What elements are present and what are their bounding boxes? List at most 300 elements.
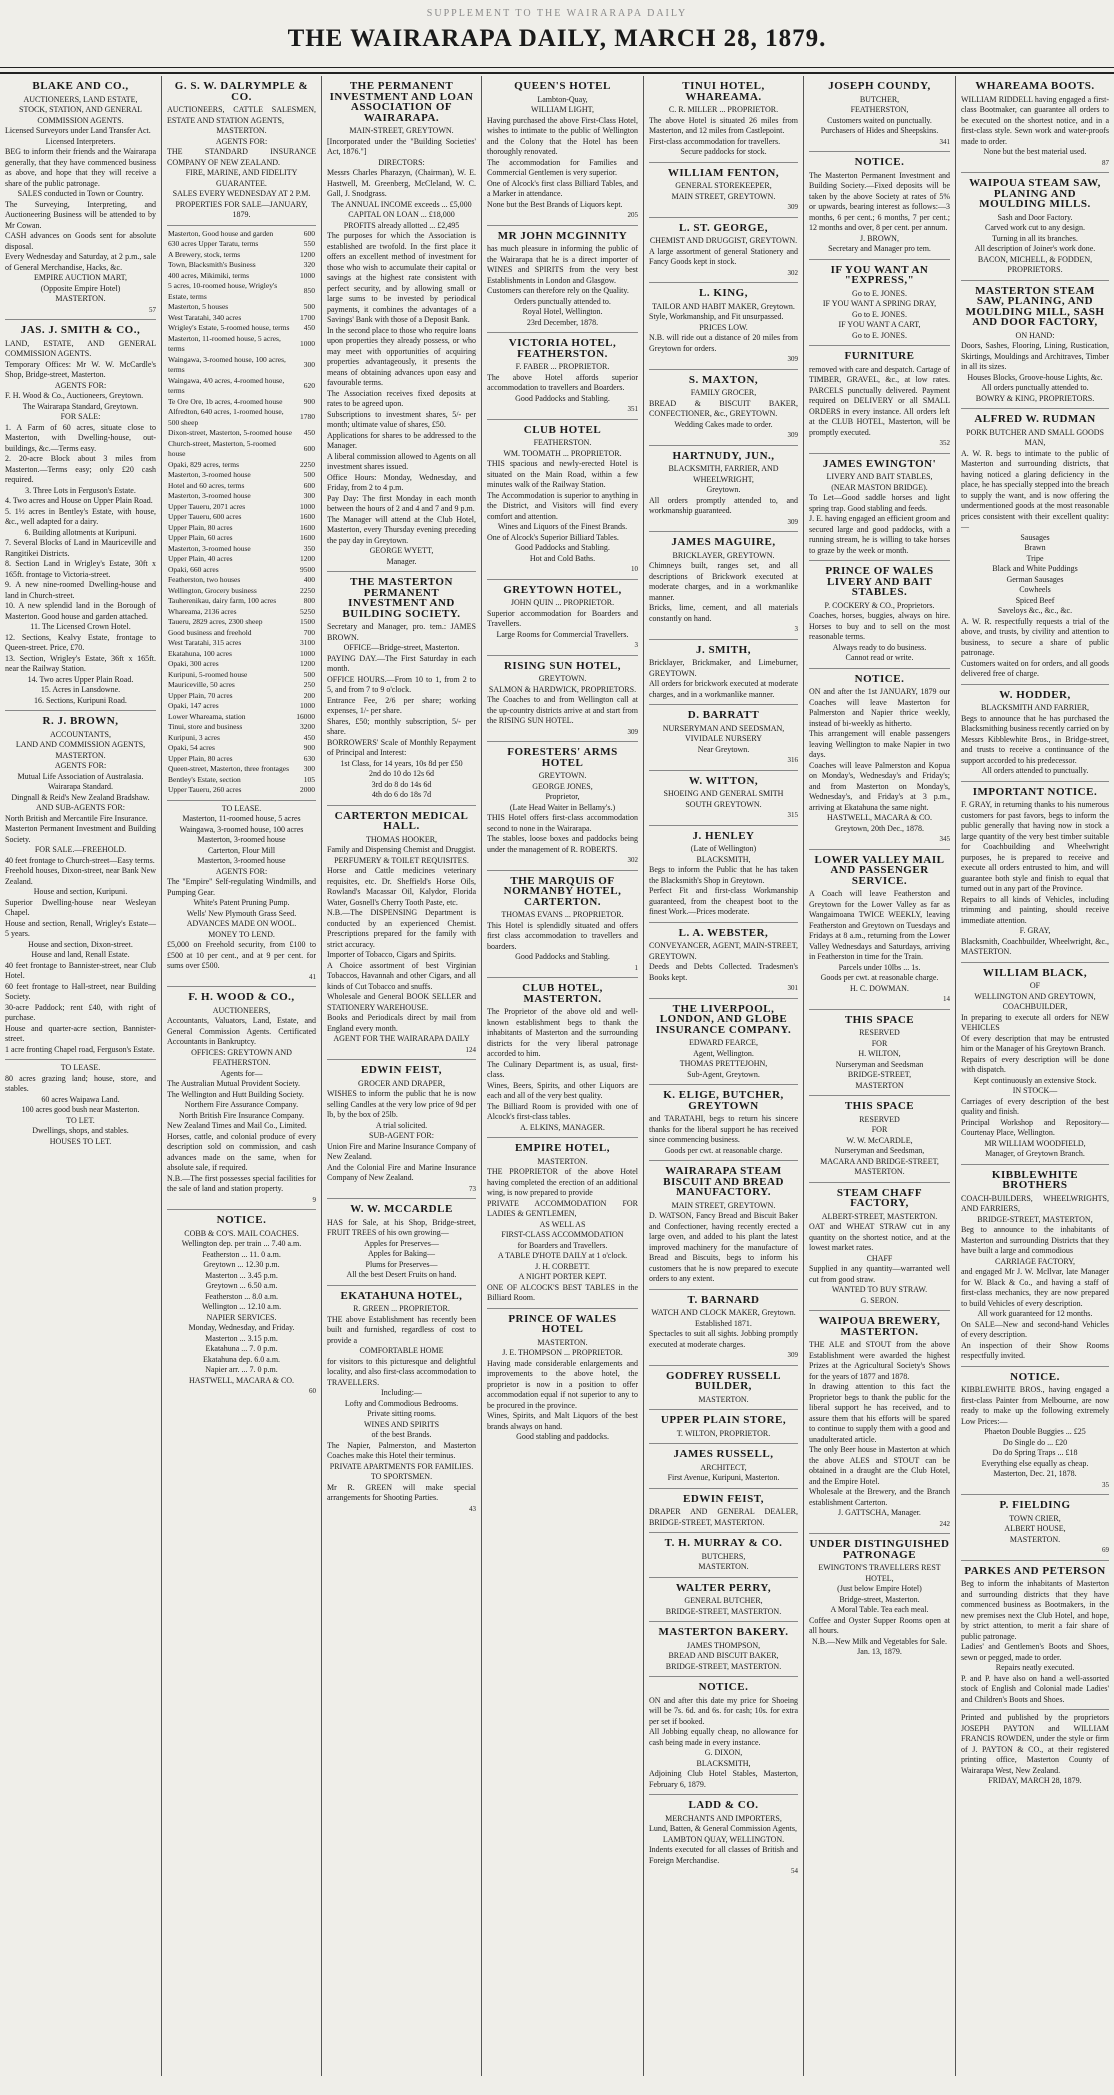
ad-text-line: ACCOUNTANTS, bbox=[50, 729, 111, 739]
ad-heading: MR JOHN MCGINNITY bbox=[497, 229, 628, 242]
ad-reference-number: 242 bbox=[939, 1519, 950, 1528]
property-price: 620 bbox=[303, 380, 315, 390]
ad-text-line: NURSERYMAN AND SEEDSMAN, bbox=[662, 723, 785, 733]
advertisement bbox=[649, 1410, 798, 1444]
ad-heading: CARTERTON MEDICAL HALL. bbox=[334, 809, 469, 832]
ad-text-line: Do Single do ... £20 bbox=[1002, 1437, 1068, 1447]
ad-text-line: Sausages bbox=[1020, 532, 1050, 542]
ad-text-line: Customers can therefore rely on the Quality. bbox=[487, 286, 629, 295]
ad-text-line: GENERAL STOREKEEPER, bbox=[675, 181, 772, 190]
ad-text-line: W. W. McCARDLE, bbox=[846, 1135, 913, 1145]
ad-text-line: AND SUB-AGENTS FOR: bbox=[36, 803, 125, 812]
property-row bbox=[167, 313, 316, 324]
ad-text-line: In preparing to execute all orders for NEW VEHICLES bbox=[961, 1012, 1109, 1032]
property-price: 550 bbox=[303, 239, 315, 248]
masthead-rule bbox=[0, 67, 1114, 68]
ad-text-line: Perfect Fit and first-class Workmanship guaranteed, from the cheapest boot to the finest Work.—Prices moderate. bbox=[649, 886, 798, 916]
advertisement bbox=[649, 705, 798, 771]
ad-text-line: 2. 20-acre Block about 3 miles from Masterton.—Terms easy; only £20 cash required. bbox=[5, 454, 156, 484]
ad-text-line: STOCK, STATION, AND GENERAL bbox=[19, 105, 142, 114]
property-row bbox=[167, 376, 316, 397]
ad-text-line: Masterton ... 3.15 p.m. bbox=[205, 1333, 278, 1343]
ad-text-line: BOWRY & KING, PROPRIETORS. bbox=[975, 393, 1095, 403]
property-price: 9500 bbox=[300, 564, 315, 574]
ad-reference-number: 351 bbox=[627, 405, 638, 413]
advertisement bbox=[487, 420, 638, 580]
ad-text-line: Superior Dwelling-house near Wesleyan Chapel. bbox=[5, 897, 156, 917]
advertisement bbox=[167, 801, 316, 988]
ad-heading: EDWIN FEIST, bbox=[683, 1492, 764, 1505]
ad-text-line: THE ALE and STOUT from the above Establishment were awarded the highest Prizes at the Agricultural Society's Shows for the years of 1877 and 1878. bbox=[809, 1340, 950, 1381]
ad-text-line: FOR bbox=[871, 1038, 888, 1048]
property-row bbox=[167, 260, 316, 271]
ad-text-line: GEORGE WYETT, bbox=[369, 546, 434, 555]
property-description: Whareama, 2136 acres bbox=[168, 606, 237, 616]
ad-text-line: COMMISSION AGENTS. bbox=[37, 115, 124, 125]
ad-text-line: (NEAR MASTON BRIDGE). bbox=[831, 482, 928, 492]
column-7 bbox=[956, 76, 1114, 2076]
ad-text-line: BLACKSMITH, bbox=[696, 854, 751, 864]
advertisement bbox=[961, 782, 1109, 963]
property-description: Opaki, 54 acres bbox=[168, 743, 215, 752]
ad-text-line: SALMON & HARDWICK, PROPRIETORS. bbox=[488, 684, 637, 694]
ad-text-line: TO LEASE. bbox=[221, 803, 262, 813]
ad-text-line: IF YOU WANT A CART, bbox=[838, 320, 921, 329]
ad-text-line: 11. The Licensed Crown Hotel. bbox=[30, 622, 131, 631]
advertisement bbox=[487, 656, 638, 743]
property-description: West Taratahi, 340 acres bbox=[168, 312, 242, 322]
ad-text-line: FOR bbox=[871, 1125, 888, 1134]
ad-text-line: Goods per cwt. at reasonable charge. bbox=[664, 1145, 783, 1155]
property-description: Taueru, 2829 acres, 2300 sheep bbox=[168, 617, 263, 626]
ad-text-line: Sash and Door Factory. bbox=[997, 212, 1073, 222]
property-description: Masterton, 3-roomed house bbox=[168, 470, 251, 479]
ad-text-line: BORROWERS' Scale of Monthly Repayment of Principal and Interest: bbox=[327, 737, 476, 757]
advertisement bbox=[327, 806, 476, 1061]
ad-text-line: In the second place to those who require loans upon properties they already possess, or who may meet with opportunities of acquiring properties advantageously, it presents the means of obtaining advances upon easy and favourable terms. bbox=[327, 325, 476, 387]
property-row bbox=[167, 775, 316, 786]
ad-reference-number: 10 bbox=[631, 565, 638, 573]
ad-text-line: A NIGHT PORTER KEPT. bbox=[518, 1272, 607, 1281]
ad-text-line: H. WILTON, bbox=[858, 1049, 901, 1058]
ad-heading: BLAKE AND CO., bbox=[32, 80, 129, 92]
ad-text-line: House and quarter-acre section, Bannister-street. bbox=[5, 1023, 156, 1043]
ad-reference-number: 60 bbox=[309, 1387, 316, 1395]
advertisement bbox=[961, 1710, 1109, 1791]
ad-text-line: ALBERT-STREET, MASTERTON. bbox=[821, 1211, 938, 1221]
ad-text-line: BRIDGE-STREET, bbox=[847, 1070, 912, 1079]
advertisement bbox=[649, 1489, 798, 1534]
ad-text-line: Repairs of every description will be done with dispatch. bbox=[961, 1054, 1109, 1074]
ad-text-line: Nurseryman and Seedsman bbox=[835, 1059, 924, 1069]
property-description: Ekatahuna, 100 acres bbox=[168, 648, 232, 658]
ad-text-line: Adjoining Club Hotel Stables, Masterton, February 6, 1879. bbox=[649, 1769, 798, 1789]
property-row bbox=[167, 628, 316, 639]
ad-text-line: CARRIAGE FACTORY, bbox=[994, 1256, 1076, 1266]
ad-text-line: Entrance Fee, 2/6 per share; working expenses, 1/- per share. bbox=[327, 695, 476, 715]
ad-heading: TINUI HOTEL, WHAREAMA. bbox=[682, 80, 765, 103]
ad-text-line: Always ready to do business. bbox=[832, 642, 927, 652]
property-row bbox=[167, 596, 316, 607]
ad-text-line: GREYTOWN. bbox=[538, 771, 587, 780]
ad-reference-number: 301 bbox=[787, 984, 798, 992]
property-price: 2250 bbox=[300, 459, 315, 469]
property-row bbox=[167, 428, 316, 439]
ad-text-line: Good stabling and paddocks. bbox=[516, 1432, 609, 1441]
advertisement bbox=[5, 711, 156, 1060]
advertisement bbox=[649, 218, 798, 284]
property-description: 5 acres, 10-roomed house, Wrigley's Estate, terms bbox=[168, 281, 278, 301]
ad-text-line: Books and Periodicals direct by mail from England every month. bbox=[327, 1013, 476, 1033]
property-description: Kuripuni, 5-roomed house bbox=[168, 669, 248, 679]
ad-text-line: Secretary and Manager pro tem. bbox=[828, 244, 931, 253]
ad-text-line: (Late of Wellington) bbox=[690, 844, 757, 853]
ad-text-line: 14. Two acres Upper Plain Road. bbox=[27, 674, 134, 684]
ad-text-line: Greytown ... 12.30 p.m. bbox=[203, 1260, 280, 1269]
property-description: Wrigley's Estate, 5-roomed house, terms bbox=[168, 323, 290, 332]
ad-text-line: Cowheels bbox=[1019, 585, 1051, 594]
ad-text-line: H. C. DOWMAN. bbox=[850, 983, 909, 993]
ad-text-line: Mutual Life Association of Australasia. bbox=[17, 771, 144, 781]
ad-heading: VICTORIA HOTEL, FEATHERSTON. bbox=[508, 337, 617, 360]
ad-heading: S. MAXTON, bbox=[688, 373, 759, 386]
advertisement bbox=[809, 260, 950, 347]
ad-text-line: NAPIER SERVICES. bbox=[206, 1312, 277, 1322]
ad-text-line: RESERVED bbox=[859, 1114, 900, 1124]
ad-text-line: GROCER AND DRAPER, bbox=[358, 1078, 445, 1088]
ad-text-line: CONVEYANCER, AGENT, MAIN-STREET, GREYTOWN. bbox=[649, 941, 798, 961]
ad-text-line: MASTERTON. bbox=[216, 126, 267, 135]
ad-text-line: Ekatahuna dep. 6.0 a.m. bbox=[202, 1354, 281, 1364]
ad-heading: EDWIN FEIST, bbox=[361, 1064, 442, 1076]
ad-reference-number: 309 bbox=[787, 517, 798, 526]
ad-heading: THIS SPACE bbox=[844, 1013, 915, 1026]
ad-text-line: MR WILLIAM WOODFIELD, bbox=[984, 1138, 1086, 1148]
ad-heading: MASTERTON BAKERY. bbox=[658, 1626, 789, 1638]
property-price: 600 bbox=[303, 443, 315, 453]
ad-text-line: Bridge-street, Masterton. bbox=[839, 1594, 920, 1604]
ad-text-line: The Masterton Permanent Investment and Building Society.—Fixed deposits will be taken by the above Society at rates of 5% or upwards, bearing interest as follows:—3 months, 6 per cent.; 6 months, 7 per cent.; 12 months and over, 8 per cent. per annum. bbox=[809, 170, 950, 232]
ad-reference-number: 315 bbox=[787, 811, 798, 819]
ad-text-line: BREAD AND BISCUIT BAKER, bbox=[668, 1651, 779, 1660]
ad-text-line: Carved work cut to any design. bbox=[985, 223, 1085, 232]
advertisement bbox=[961, 173, 1109, 281]
ad-text-line: Office Hours: Monday, Wednesday, and Friday, from 2 to 4 p.m. bbox=[327, 472, 476, 492]
ad-text-line: F. H. Wood & Co., Auctioneers, Greytown. bbox=[5, 391, 144, 400]
ad-text-line: First-class accommodation for travellers. bbox=[649, 136, 781, 146]
ad-heading: JAMES EWINGTON' bbox=[822, 457, 937, 470]
property-row bbox=[167, 502, 316, 513]
ad-text-line: G. SERON. bbox=[860, 1295, 899, 1305]
ad-heading: THIS SPACE bbox=[844, 1100, 915, 1112]
ad-text-line: Having made considerable enlargements and improvements to the above hotel, the proprietor is now in a position to offer accommodation equal if not superior to any to be procured in the province. bbox=[487, 1358, 638, 1410]
ad-text-line: F. FABER ... PROPRIETOR. bbox=[515, 362, 610, 371]
ad-text-line: Masterton, 3-roomed house bbox=[197, 835, 286, 844]
ad-text-line: Private sitting rooms. bbox=[367, 1409, 436, 1418]
ad-text-line: House and section, Kuripuni. bbox=[33, 887, 128, 896]
property-description: Te Ore Ore, 1b acres, 4-roomed house bbox=[168, 396, 283, 406]
property-row bbox=[167, 512, 316, 523]
ad-reference-number: 316 bbox=[787, 756, 798, 764]
ad-text-line: BRIDGE-STREET, MASTERTON, bbox=[977, 1214, 1093, 1224]
ad-text-line: Brawn bbox=[1024, 543, 1046, 552]
ad-heading: JOSEPH COUNDY, bbox=[828, 80, 931, 92]
ad-text-line: Every Wednesday and Saturday, at 2 p.m., sale of General Merchandise, Hacks, &c. bbox=[5, 252, 156, 272]
ad-text-line: Coaches will leave Palmerston and Kopua on Monday's, Wednesday's and Friday's; and from Masterton on Monday's, Wednesday's, and Friday's at 3 p.m., arriving at Ekatahuna the same night. bbox=[809, 760, 950, 812]
property-description: Lower Whareama, station bbox=[168, 711, 246, 721]
property-row bbox=[167, 397, 316, 408]
ad-text-line: A large assortment of general Stationery and Fancy Goods kept in stock. bbox=[649, 246, 798, 266]
ad-reference-number: 41 bbox=[309, 972, 316, 981]
ad-text-line: Including:— bbox=[381, 1388, 422, 1397]
ad-text-line: This arrangement will enable passengers leaving Wellington to make Napier in two days. bbox=[809, 729, 950, 759]
ad-heading: W. W. MCCARDLE bbox=[350, 1203, 453, 1215]
ad-text-line: AGENTS FOR: bbox=[215, 136, 268, 146]
property-description: Upper Plain, 80 acres bbox=[168, 522, 233, 532]
property-description: Opaki, 147 acres bbox=[168, 701, 219, 710]
ad-reference-number: 9 bbox=[312, 1195, 316, 1204]
ad-text-line: Manager. bbox=[386, 556, 417, 566]
advertisement bbox=[649, 1622, 798, 1677]
ad-text-line: FRIDAY, MARCH 28, 1879. bbox=[988, 1776, 1082, 1785]
ad-heading: HARTNUDY, JUN., bbox=[672, 449, 775, 462]
ad-text-line: MACARA AND BRIDGE-STREET, bbox=[820, 1156, 939, 1166]
ad-text-line: Shares, £50; monthly subscription, 5/- per share. bbox=[327, 716, 476, 736]
property-row bbox=[167, 701, 316, 712]
ad-text-line: Plums for Preserves— bbox=[365, 1259, 438, 1269]
property-row bbox=[167, 460, 316, 471]
ad-text-line: COMFORTABLE HOME bbox=[359, 1346, 444, 1355]
ad-text-line: THE STANDARD INSURANCE COMPANY OF NEW ZEALAND. bbox=[167, 147, 316, 167]
ad-text-line: FOR SALE.—FREEHOLD. bbox=[34, 845, 127, 854]
ad-text-line: Masterton ... 3.45 p.m. bbox=[205, 1270, 278, 1280]
advertisement bbox=[649, 1290, 798, 1366]
ad-text-line: P. COCKERY & CO., Proprietors. bbox=[824, 600, 935, 610]
ad-text-line: LIVERY AND BAIT STABLES, bbox=[826, 472, 933, 481]
ad-text-line: ADVANCES MADE ON WOOL. bbox=[186, 919, 297, 928]
ad-text-line: 6. Building allotments at Kuripuni. bbox=[24, 527, 137, 537]
ad-text-line: Principal Workshop and Repository— Courtenay Place, Wellington. bbox=[961, 1117, 1109, 1137]
ad-text-line: FEATHERSTON. bbox=[533, 438, 592, 447]
advertisement bbox=[327, 1286, 476, 1519]
property-description: Hotel and 60 acres, terms bbox=[168, 480, 245, 490]
ad-text-line: This Hotel is splendidly situated and offers first class accommodation to travellers and boarders. bbox=[487, 920, 638, 951]
ad-text-line: Wedding Cakes made to order. bbox=[674, 419, 773, 429]
column-6 bbox=[804, 76, 956, 2076]
ad-text-line: and engaged Mr J. W. McIlvar, late Manager for W. Black & Co., and having a staff of first-class mechanics, they are now prepared to build Vehicles of every description. bbox=[961, 1267, 1109, 1308]
property-description: Masterton, 5 houses bbox=[168, 302, 229, 311]
ad-heading: WILLIAM FENTON, bbox=[667, 166, 780, 179]
advertisement bbox=[649, 771, 798, 826]
property-description: Good business and freehold bbox=[168, 627, 252, 637]
ad-text-line: MERCHANTS AND IMPORTERS, bbox=[665, 1813, 782, 1823]
ad-text-line: Napier arr. ... 7. 0 p.m. bbox=[205, 1365, 278, 1374]
ad-text-line: 8. Section Land in Wrigley's Estate, 30ft x 165ft. frontage to Victoria-street. bbox=[5, 559, 156, 579]
ad-text-line: 60 feet frontage to Hall-street, near Building Society. bbox=[5, 981, 156, 1001]
masthead bbox=[0, 6, 1114, 74]
ad-text-line: Hot and Cold Baths. bbox=[529, 553, 596, 563]
ad-text-line: Agents for— bbox=[220, 1068, 263, 1078]
ad-heading: STEAM CHAFF FACTORY, bbox=[836, 1186, 923, 1209]
ad-reference-number: 87 bbox=[1102, 158, 1109, 167]
ad-text-line: Masterton Permanent Investment and Building Society. bbox=[5, 824, 156, 844]
ad-text-line: EWINGTON'S TRAVELLERS REST HOTEL, bbox=[818, 1563, 941, 1583]
ad-heading: F. H. WOOD & CO., bbox=[188, 991, 295, 1003]
ad-heading: THE LIVERPOOL, LONDON, AND GLOBE INSURANCE COMPANY. bbox=[655, 1002, 792, 1036]
ad-text-line: ARCHITECT, bbox=[700, 1462, 747, 1472]
ad-text-line: EMPIRE AUCTION MART, bbox=[34, 273, 127, 282]
ad-text-line: Jan. 13, 1879. bbox=[857, 1647, 902, 1656]
ad-text-line: BRIDGE-STREET, MASTERTON. bbox=[665, 1606, 782, 1616]
property-price: 1000 bbox=[300, 270, 315, 280]
property-description: Opaki, 660 acres bbox=[168, 564, 219, 574]
ad-text-line: A liberal commission allowed to Agents on all investment shares issued. bbox=[327, 451, 476, 471]
property-row bbox=[167, 785, 316, 796]
ad-text-line: [Incorporated under the "Building Societies' Act, 1876."] bbox=[327, 136, 476, 156]
ad-text-line: Large Rooms for Commercial Travellers. bbox=[496, 629, 629, 639]
ad-reference-number: 43 bbox=[469, 1504, 476, 1513]
ad-text-line: Spiced Beef bbox=[1015, 595, 1055, 605]
ad-heading: ALFRED W. RUDMAN bbox=[974, 413, 1096, 425]
ad-text-line: 7. Several Blocks of Land in Mauriceville and Rangitikei Districts. bbox=[5, 538, 156, 558]
property-price: 300 bbox=[303, 359, 315, 369]
property-price: 5250 bbox=[300, 606, 315, 616]
ad-text-line: AUCTIONEERS, LAND ESTATE, bbox=[23, 94, 138, 104]
ad-text-line: Having purchased the above First-Class Hotel, wishes to intimate to the public of Wellington and the Colony that the Hotel has been thoroughly renovated. bbox=[487, 115, 638, 156]
property-price: 2250 bbox=[300, 585, 315, 595]
advertisement bbox=[649, 826, 798, 923]
ad-heading: THE MASTERTON PERMANENT INVESTMENT AND BUILDING SOCIETY. bbox=[342, 576, 461, 620]
ad-text-line: Secretary and Manager, pro. tem.: JAMES BROWN. bbox=[327, 622, 476, 642]
property-description: A Brewery, stock, terms bbox=[168, 249, 241, 259]
ad-text-line: A Choice assortment of best Virginian Tobaccos, Havannah and other Cigars, and all kinds of Cut Tobacco and snuffs. bbox=[327, 960, 476, 991]
ad-text-line: House and section, Dixon-street. bbox=[28, 939, 133, 949]
advertisement bbox=[327, 1199, 476, 1286]
ad-text-line: Chimneys built, ranges set, and all descriptions of Brickwork executed at moderate charges, and in a workmanlike manner. bbox=[649, 561, 798, 602]
ad-text-line: The "Empire" Self-regulating Windmills, and Pumping Gear. bbox=[167, 877, 316, 897]
advertisement bbox=[167, 76, 316, 226]
advertisement bbox=[809, 1010, 950, 1097]
ad-text-line: The Coaches to and from Wellington call at the up-country districts arrive at and start from the RISING SUN HOTEL. bbox=[487, 695, 638, 725]
ad-text-line: New Zealand Times and Mail Co., Limited. bbox=[167, 1121, 307, 1130]
ad-text-line: Kept continuously an extensive Stock. bbox=[973, 1075, 1097, 1085]
property-description: Upper Taueru, 260 acres bbox=[168, 785, 242, 794]
ad-heading: CLUB HOTEL, MASTERTON. bbox=[522, 982, 603, 1005]
ad-text-line: Go to E. JONES. bbox=[852, 330, 907, 340]
ad-text-line: Greytown, 20th Dec., 1878. bbox=[834, 823, 925, 833]
property-row bbox=[167, 586, 316, 597]
ad-reference-number: 345 bbox=[939, 835, 950, 843]
ad-text-line: THIS Hotel offers first-class accommodation second to none in the Wairarapa. bbox=[487, 813, 638, 833]
property-list bbox=[167, 229, 316, 796]
ad-text-line: 15. Acres in Lansdowne. bbox=[40, 685, 121, 694]
ad-text-line: Begs to announce that he has purchased the Blacksmithing business recently carried on by Messrs Kibblewhite Bros., in Bridge-street, and trusts to receive a continuance of the support accorded to his predecessor. bbox=[961, 713, 1109, 765]
advertisement bbox=[487, 978, 638, 1138]
ad-text-line: Cannot read or write. bbox=[845, 653, 914, 662]
ad-text-line: JOHN QUIN ... PROPRIETOR. bbox=[510, 598, 615, 607]
ad-text-line: Purchasers of Hides and Sheepskins. bbox=[820, 126, 939, 135]
ad-text-line: 40 feet frontage to Church-street—Easy terms. bbox=[5, 855, 155, 865]
ad-text-line: Carriages of every description of the best quality and finish. bbox=[961, 1096, 1109, 1116]
ad-text-line: JAMES THOMPSON, bbox=[686, 1640, 761, 1650]
ad-text-line: Beg to inform the inhabitants of Masterton and surrounding districts that they have commenced business as Bootmakers, in the new premises next the Club Hotel, and hope, by strict attention, to merit a fair share of public patronage. bbox=[961, 1579, 1109, 1641]
ad-text-line: Ladies' and Gentlemen's Boots and Shoes, sewn or pegged, made to order. bbox=[961, 1642, 1109, 1662]
ad-text-line: Greytown ... 6.50 a.m. bbox=[205, 1281, 278, 1290]
ad-heading: LADD & CO. bbox=[688, 1799, 759, 1811]
ad-text-line: Secure paddocks for stock. bbox=[680, 147, 767, 156]
ad-text-line: ON HAND: bbox=[1015, 330, 1055, 340]
ad-text-line: DRAPER AND GENERAL DEALER, BRIDGE-STREET, MASTERTON. bbox=[649, 1507, 798, 1527]
ad-text-line: Spectacles to suit all sights. Jobbing promptly executed at moderate charges. bbox=[649, 1329, 798, 1349]
ad-text-line: The only Beer house in Masterton at which the above ALES and STOUT can be obtained in a draught are the Club Hotel, and the Empire Hotel. bbox=[809, 1445, 950, 1486]
property-row bbox=[167, 764, 316, 775]
property-price: 700 bbox=[303, 627, 315, 637]
ad-text-line: MAIN-STREET, GREYTOWN. bbox=[349, 126, 454, 135]
ad-reference-number: 309 bbox=[787, 203, 798, 211]
ad-heading: NOTICE. bbox=[854, 672, 905, 685]
property-description: Tauherenikau, dairy farm, 100 acres bbox=[168, 596, 277, 605]
advertisement bbox=[961, 76, 1109, 173]
ad-text-line: Customers waited on for orders, and all goods delivered free of charge. bbox=[961, 658, 1109, 678]
ad-text-line: and TARATAHI, begs to return his sincere thanks for the liberal support he has received since commencing business. bbox=[649, 1114, 798, 1144]
property-price: 250 bbox=[303, 680, 315, 689]
ad-text-line: N.B. will ride out a distance of 20 miles from Greytown for orders. bbox=[649, 333, 798, 353]
ad-text-line: TO LEASE. bbox=[60, 1063, 101, 1072]
ad-text-line: Sub-Agent, Greytown. bbox=[687, 1069, 760, 1079]
property-row bbox=[167, 470, 316, 481]
ad-text-line: MASTERTON. bbox=[854, 1167, 905, 1176]
ad-text-line: MAIN STREET, GREYTOWN. bbox=[671, 191, 776, 201]
ad-text-line: MASTERTON. bbox=[55, 294, 106, 303]
ad-reference-number: 57 bbox=[149, 305, 156, 314]
property-row bbox=[167, 617, 316, 628]
ad-text-line: (Late Head Waiter in Bellamy's.) bbox=[509, 802, 616, 812]
property-description: Upper Plain, 40 acres bbox=[168, 554, 233, 563]
property-price: 2000 bbox=[300, 785, 315, 794]
ad-text-line: COACHBUILDER, bbox=[1002, 1002, 1068, 1011]
property-price: 1600 bbox=[300, 522, 315, 532]
ad-text-line: IF YOU WANT A SPRING DRAY, bbox=[822, 299, 937, 308]
ad-text-line: FOR SALE: bbox=[60, 412, 101, 421]
ad-text-line: 40 feet frontage to Bannister-street, near Club Hotel. bbox=[5, 960, 156, 980]
ad-text-line: Apples for Preserves— bbox=[364, 1238, 439, 1248]
ad-text-line: LAMBTON QUAY, WELLINGTON. bbox=[662, 1834, 785, 1844]
advertisement bbox=[487, 226, 638, 334]
ad-text-line: P. and P. have also on hand a well-assorted stock of English and Colonial made Ladies' and Children's Boots and Shoes. bbox=[961, 1673, 1109, 1704]
advertisement bbox=[649, 1578, 798, 1623]
masthead-title: THE WAIRARAPA DAILY, MARCH 28, 1879. bbox=[287, 25, 827, 52]
ad-text-line: J. H. CORBETT. bbox=[535, 1261, 590, 1271]
ad-heading: GODFREY RUSSELL BUILDER, bbox=[666, 1369, 781, 1392]
property-description: Upper Plain, 60 acres bbox=[168, 533, 233, 542]
ad-text-line: T. WILTON, PROPRIETOR. bbox=[676, 1428, 771, 1438]
ad-heading: FURNITURE bbox=[844, 350, 915, 362]
ad-text-line: of the best Brands. bbox=[371, 1430, 432, 1439]
ad-text-line: OAT and WHEAT STRAW cut in any quantity on the shortest notice, and at the lowest market rates. bbox=[809, 1222, 950, 1252]
ad-text-line: One of Alcock's Superior Billiard Tables. bbox=[487, 532, 619, 542]
ad-text-line: Proprietor, bbox=[545, 792, 580, 801]
property-row bbox=[167, 691, 316, 702]
ad-text-line: HASTWELL, MACARA & CO. bbox=[826, 813, 933, 822]
ad-text-line: THE above Establishment has recently been built and furnished, regardless of cost to provide a bbox=[327, 1314, 476, 1345]
property-price: 300 bbox=[303, 764, 315, 773]
ad-text-line: Subscriptions to investment shares, 5/- per month; ultimate value of shares, £50. bbox=[327, 409, 476, 429]
ad-text-line: SALES conducted in Town or Country. bbox=[17, 189, 144, 198]
ad-text-line: CHEMIST AND DRUGGIST, GREYTOWN. bbox=[649, 236, 798, 245]
advertisement bbox=[961, 281, 1109, 410]
ad-text-line: Go to E. JONES. bbox=[852, 309, 907, 319]
advertisement bbox=[809, 454, 950, 562]
